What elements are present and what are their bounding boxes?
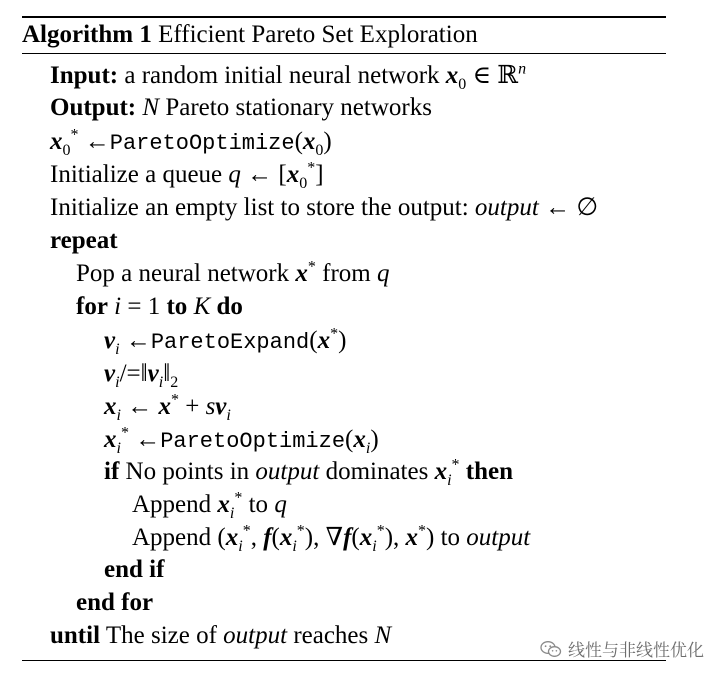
algo-line-until: until The size of output reaches N [50,622,392,649]
algo-line-init-queue: Initialize a queue q ← $[x_0^*]$ [50,159,324,192]
algo-line-end-for: end for [76,589,154,616]
algo-line-pareto-optimize: $x_i^*$ $\leftarrow ParetoOptimize(x_i)$ [104,424,379,457]
algo-line-end-if: end if [104,556,165,583]
algo-line-output: Output: N Pareto stationary networks [50,94,432,121]
watermark [540,636,704,661]
algo-line-pop: Pop a neural network x* from q [76,258,390,287]
watermark-text: 线性与非线性优化 [568,641,704,661]
algorithm-label: Algorithm 1 [22,21,152,48]
algo-line-append-queue: Append $x_i^*$ to q [132,489,287,522]
algo-line-normalize: $v_i/=‖v_i‖_2$ [104,360,179,391]
algo-line-step: $x_i$ ← $x^* + sv_i$ [104,391,231,424]
algo-line-pareto-expand: $v_i$ ←ParetoExpand(x*) [104,325,347,358]
algo-line-for: for i = 1 to K do [76,293,243,320]
algo-line-append-output: Append ($x_i^*$, $f(x_i^*)$, $\nabla f(x_i^*)$, x*) to output [132,522,531,555]
algo-line-repeat: repeat [50,227,118,254]
algorithm-caption [22,18,478,52]
algorithm-header-rule [22,53,666,54]
algo-line-pareto-optimize-init: $x_0^*$ $\leftarrow ParetoOptimize(x_0)$ [50,126,332,159]
algorithm-title: Efficient Pareto Set Exploration [158,21,478,48]
algo-line-init-list: Initialize an empty list to store the output: output ← ∅ [50,194,599,221]
algo-line-if: if No points in output dominates $x_i^*$ then [104,456,514,489]
algo-line-input: Input: a random initial neural network $x_0$ ∈ ℝ$^n$ [50,60,527,93]
wechat-icon [540,640,562,658]
